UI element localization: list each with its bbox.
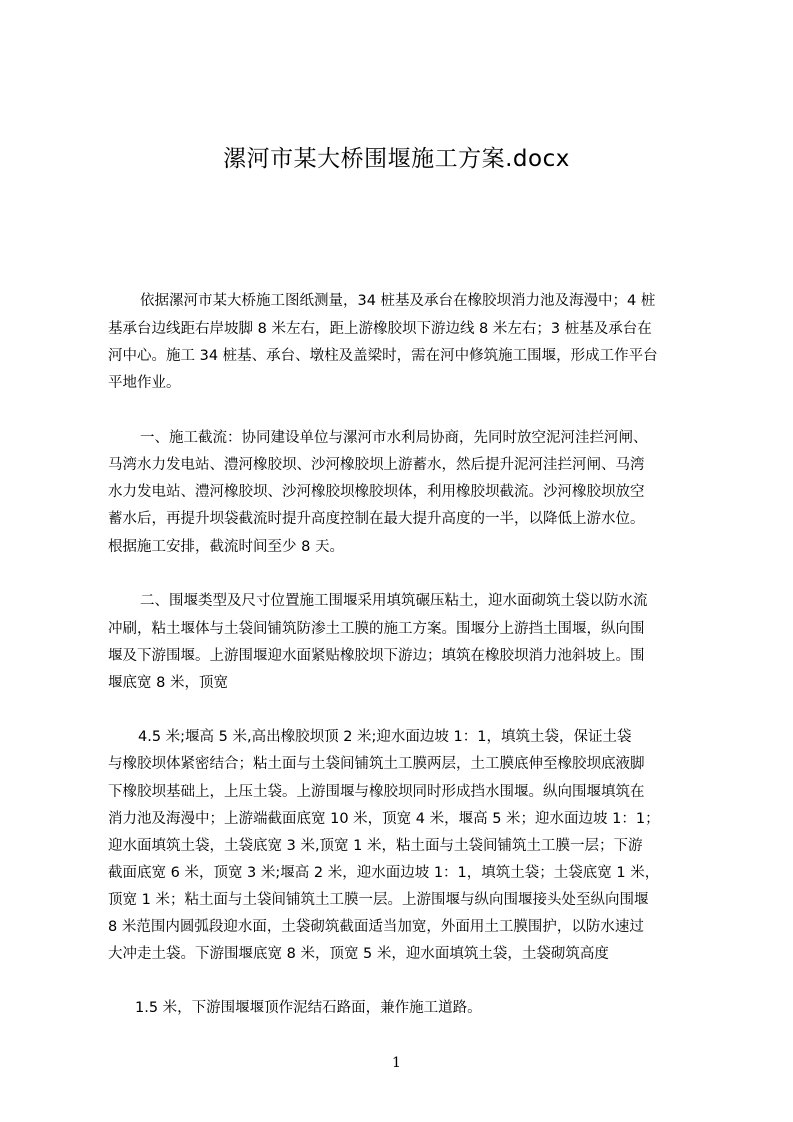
para-intro-line-4: 平地作业。 xyxy=(108,375,181,391)
para-section-1-line-1: 一、施工截流：协同建设单位与漯河市水利局协商，先同时放空泥河洼拦河闸、 xyxy=(140,430,648,446)
para-dimensions-line-8: 8 米范围内圆弧段迎水面，土袋砌筑截面适当加宽，外面用土工膜围护，以防水速过 xyxy=(108,919,644,935)
para-dimensions-line-7: 顶宽 1 米；粘土面与土袋间铺筑土工膜一层。上游围堰与纵向围堰接头处至纵向围堰 xyxy=(108,892,649,908)
para-section-2-line-3: 堰及下游围堰。上游围堰迎水面紧贴橡胶坝下游边；填筑在橡胶坝消力池斜坡上。围 xyxy=(108,648,645,664)
document-title: 漯河市某大桥围堰施工方案.docx xyxy=(223,146,570,172)
para-section-2-line-2: 冲刷，粘土堰体与土袋间铺筑防渗土工膜的施工方案。围堰分上游挡土围堰，纵向围 xyxy=(108,621,645,637)
para-section-1-line-3: 水力发电站、澧河橡胶坝、沙河橡胶坝橡胶坝体，利用橡胶坝截流。沙河橡胶坝放空 xyxy=(108,484,645,500)
para-intro-line-3: 河中心。施工 34 桩基、承台、墩柱及盖梁时，需在河中修筑施工围堰，形成工作平台 xyxy=(108,348,658,364)
para-section-1-line-2: 马湾水力发电站、澧河橡胶坝、沙河橡胶坝上游蓄水，然后提升泥河洼拦河闸、马湾 xyxy=(108,457,645,473)
para-section-2-line-4: 堰底宽 8 米，顶宽 xyxy=(108,675,228,691)
para-intro-line-2: 基承台边线距右岸坡脚 8 米左右，距上游橡胶坝下游边线 8 米左右；3 桩基及承台在 xyxy=(108,321,652,337)
para-road-line-1: 1.5 米，下游围堰堰顶作泥结石路面，兼作施工道路。 xyxy=(135,1000,482,1016)
page-number: 1 xyxy=(392,1055,401,1071)
para-dimensions-line-2: 与橡胶坝体紧密结合；粘土面与土袋间铺筑土工膜两层，土工膜底伸至橡胶坝底液脚 xyxy=(108,756,645,772)
para-dimensions-line-9: 大冲走土袋。下游围堰底宽 8 米，顶宽 5 米，迎水面填筑土袋，土袋砌筑高度 xyxy=(108,946,609,962)
para-section-2-line-1: 二、围堰类型及尺寸位置施工围堰采用填筑碾压粘土，迎水面砌筑土袋以防水流 xyxy=(140,593,648,609)
para-dimensions-line-3: 下橡胶坝基础上，上压土袋。上游围堰与橡胶坝同时形成挡水围堰。纵向围堰填筑在 xyxy=(108,784,645,800)
para-intro-line-1: 依据漯河市某大桥施工图纸测量，34 桩基及承台在橡胶坝消力池及海漫中；4 桩 xyxy=(140,293,656,309)
para-section-1-line-5: 根据施工安排，截流时间至少 8 天。 xyxy=(108,539,344,555)
para-dimensions-line-1: 4.5 米;堰高 5 米,高出橡胶坝顶 2 米;迎水面边坡 1：1，填筑土袋，保证土袋 xyxy=(138,729,632,745)
para-section-1-line-4: 蓄水后，再提升坝袋截流时提升高度控制在最大提升高度的一半，以降低上游水位。 xyxy=(108,511,645,527)
para-dimensions-line-6: 截面底宽 6 米，顶宽 3 米;堰高 2 米，迎水面边坡 1：1，填筑土袋；土袋底宽 1 米， xyxy=(108,865,660,881)
para-dimensions-line-4: 消力池及海漫中；上游端截面底宽 10 米，顶宽 4 米，堰高 5 米；迎水面边坡 1：1； xyxy=(108,811,660,827)
para-dimensions-line-5: 迎水面填筑土袋，土袋底宽 3 米,顶宽 1 米，粘土面与土袋间铺筑土工膜一层；下游 xyxy=(108,838,643,854)
